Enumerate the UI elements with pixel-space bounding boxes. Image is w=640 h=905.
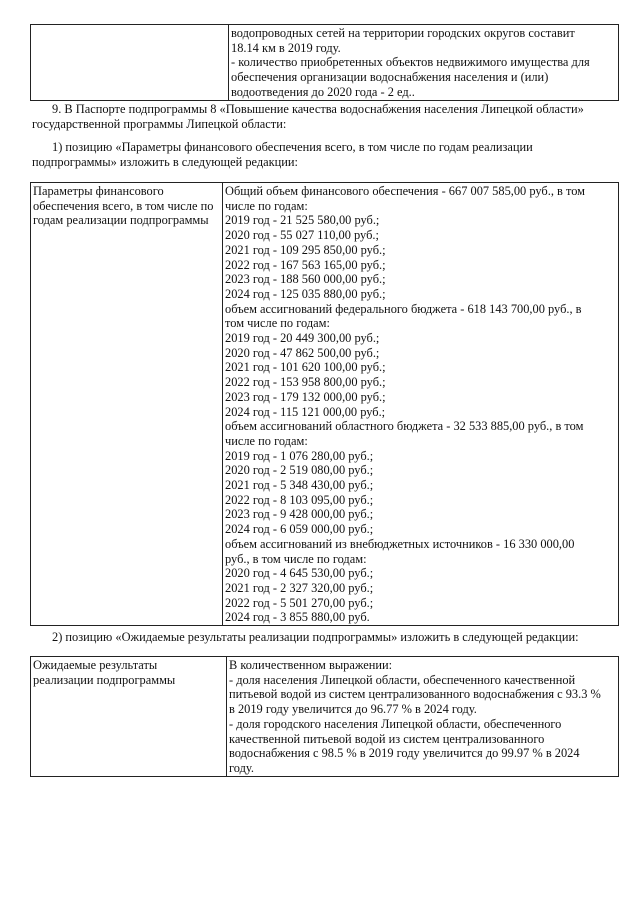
top-table-right-cell — [229, 25, 619, 101]
text-line: водоснабжения с 98.5 % в 2019 году увеличится до 99.97 % в 2024 — [229, 746, 580, 761]
text-line: 2022 год - 153 958 800,00 руб.; — [225, 375, 386, 390]
text-line: - количество приобретенных объектов недвижимого имущества для — [231, 55, 590, 70]
text-line: 2020 год - 47 862 500,00 руб.; — [225, 345, 380, 360]
text-line: году. — [229, 760, 254, 775]
text-line: числе по годам: — [225, 198, 308, 213]
text-line: 2024 год - 6 059 000,00 руб.; — [225, 522, 374, 537]
finance-table-left-cell — [31, 183, 223, 626]
text-line: 2021 год - 101 620 100,00 руб.; — [225, 360, 386, 375]
text-line: 2021 год - 5 348 430,00 руб.; — [225, 478, 374, 493]
paragraph-1-line-1: 1) позицию «Параметры финансового обеспечения всего, в том числе по годам реализации — [52, 140, 533, 154]
text-line: 2024 год - 115 121 000,00 руб.; — [225, 404, 386, 419]
text-line: питьевой водой из систем централизованного водоснабжения с 93.3 % — [229, 687, 601, 702]
text-line: 2021 год - 2 327 320,00 руб.; — [225, 580, 374, 595]
text-line: водоотведения до 2020 года - 2 ед.. — [231, 84, 415, 99]
text-line: качественной питьевой водой из систем централизованного — [229, 731, 545, 746]
text-line: 2019 год - 1 076 280,00 руб.; — [225, 448, 374, 463]
text-line: 2019 год - 21 525 580,00 руб.; — [225, 213, 380, 228]
paragraph-9-line-1: 9. В Паспорте подпрограммы 8 «Повышение качества водоснабжения населения Липецкой области» — [52, 102, 584, 116]
text-line: 2020 год - 55 027 110,00 руб.; — [225, 228, 379, 243]
text-line: руб., в том числе по годам: — [225, 551, 367, 566]
text-line: объем ассигнований федерального бюджета - 618 143 700,00 руб., в — [225, 301, 582, 316]
paragraph-2-line-1: 2) позицию «Ожидаемые результаты реализации подпрограммы» изложить в следующей редакции: — [52, 630, 579, 644]
text-line: том числе по годам: — [225, 316, 330, 331]
text-line: Общий объем финансового обеспечения - 667 007 585,00 руб., в том — [225, 184, 586, 198]
text-line: 2024 год - 3 855 880,00 руб. — [225, 610, 370, 625]
top-table-left-cell — [31, 25, 229, 101]
results-table-left-cell — [31, 657, 227, 777]
text-line: объем ассигнований областного бюджета - 32 533 885,00 руб., в том — [225, 419, 584, 434]
text-line: 2022 год - 8 103 095,00 руб.; — [225, 492, 374, 507]
text-line: обеспечения всего, в том числе по — [33, 198, 214, 213]
text-line: 2023 год - 9 428 000,00 руб.; — [225, 507, 374, 522]
text-line: 2022 год - 5 501 270,00 руб.; — [225, 595, 374, 610]
text-line: - доля населения Липецкой области, обеспеченного качественной — [229, 672, 576, 687]
finance-table-right-cell — [223, 183, 619, 626]
text-line: объем ассигнований из внебюджетных источников - 16 330 000,00 — [225, 536, 575, 551]
finance-table — [30, 182, 619, 626]
text-line: 2021 год - 109 295 850,00 руб.; — [225, 242, 386, 257]
text-line: 2019 год - 20 449 300,00 руб.; — [225, 331, 380, 346]
text-line: - доля городского населения Липецкой области, обеспеченного — [229, 716, 562, 731]
paragraph-9-line-2: государственной программы Липецкой области: — [32, 117, 287, 131]
text-line: 18.14 км в 2019 году. — [231, 40, 341, 55]
text-line: 2022 год - 167 563 165,00 руб.; — [225, 257, 386, 272]
results-table-right-cell — [227, 657, 619, 777]
text-line: годам реализации подпрограммы — [33, 213, 209, 228]
text-line: 2023 год - 188 560 000,00 руб.; — [225, 272, 386, 287]
text-line: в 2019 году увеличится до 96.77 % в 2024 году. — [229, 702, 477, 717]
text-line: 2024 год - 125 035 880,00 руб.; — [225, 286, 386, 301]
top-table — [30, 24, 619, 101]
text-line: числе по годам: — [225, 433, 308, 448]
text-line: В количественном выражении: — [229, 658, 393, 672]
text-line: 2020 год - 2 519 080,00 руб.; — [225, 463, 374, 478]
text-line: реализации подпрограммы — [33, 672, 176, 687]
text-line: Ожидаемые результаты — [33, 658, 158, 672]
text-line: Параметры финансового — [33, 184, 164, 198]
text-line: 2020 год - 4 645 530,00 руб.; — [225, 566, 374, 581]
text-line: 2023 год - 179 132 000,00 руб.; — [225, 389, 386, 404]
paragraph-1-line-2: подпрограммы» изложить в следующей редакции: — [32, 155, 299, 169]
text-line: водопроводных сетей на территории городских округов составит — [231, 26, 575, 40]
text-line: обеспечения организации водоснабжения населения и (или) — [231, 70, 549, 85]
results-table — [30, 656, 619, 777]
